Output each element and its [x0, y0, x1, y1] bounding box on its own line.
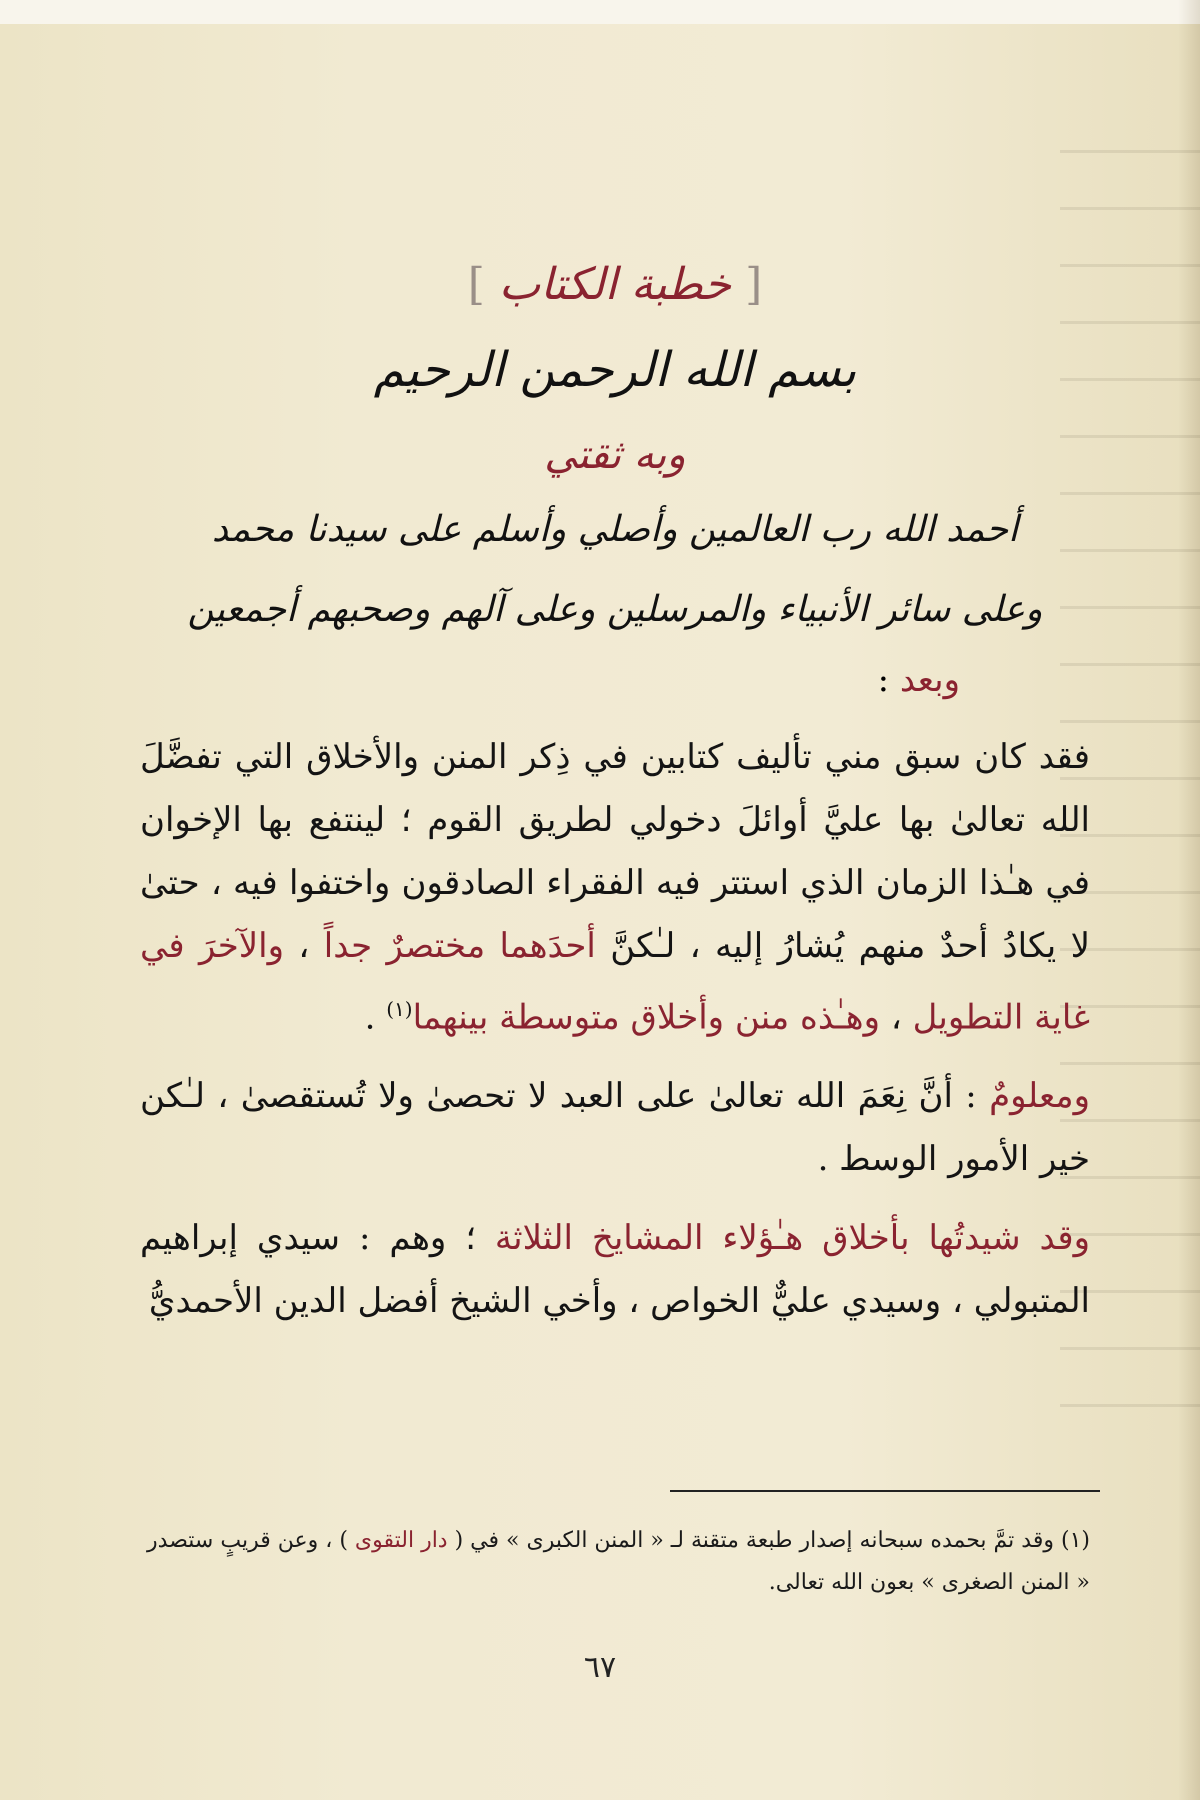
paragraph-3 [140, 1207, 1090, 1333]
paragraph-3-text: ؛ وهم : سيدي إبراهيم المتبولي ، وسيدي عليٌّ الخواص ، وأخي الشيخ أفضل الدين الأحمديُّ [140, 1218, 1090, 1322]
footnote-number: (١) [1060, 1528, 1090, 1553]
basmala: بسم الله الرحمن الرحيم [373, 342, 857, 398]
paragraph-2-lead: ومعلومٌ [989, 1076, 1090, 1117]
paragraph-2 [140, 1065, 1090, 1191]
footnote-marker: (١) [386, 997, 413, 1021]
heading-bracket-close: ] [467, 259, 485, 310]
transition [140, 650, 960, 710]
invocation: وبه ثقتي [544, 432, 686, 478]
paragraph-1 [140, 726, 1090, 1049]
main-text [140, 250, 1090, 1333]
paragraph-1-highlight-3: وهـٰذه منن وأخلاق متوسطة بينهما [412, 997, 881, 1038]
praise-line-1: أحمد الله رب العالمين وأصلي وأسلم على سيدنا محمد [211, 509, 1019, 550]
footnote [140, 1520, 1090, 1604]
praise-line-2: وعلى سائر الأنبياء والمرسلين وعلى آلهم وصحبهم أجمعين [187, 589, 1043, 630]
footnote-divider-line [670, 1490, 1100, 1492]
chapter-heading [140, 250, 1090, 320]
heading-title: خطبة الكتاب [498, 259, 732, 310]
page-number: ٦٧ [583, 1650, 617, 1685]
paragraph-1-text-g: . [364, 997, 387, 1038]
heading-bracket-open: [ [745, 259, 763, 310]
transition-colon: : [877, 660, 890, 700]
footnote-publisher: دار التقوى [354, 1528, 448, 1553]
transition-word: وبعد [899, 660, 960, 700]
paragraph-1-text-a: فقد كان سبق مني تأليف كتابين في ذِكر المنن والأخلاق التي تفضَّلَ الله تعالىٰ بها عليَّ أوائلَ دخولي لطريق القوم ؛ لينتفع بها الإخوان في هـٰذا الزمان الذي استتر فيه الفقراء الصادقون واختفوا فيه ، حتىٰ لا يكادُ أحدٌ منهم يُشارُ إليه ، لـٰكنَّ [140, 737, 1090, 966]
footnote-text-a: وقد تمَّ بحمده سبحانه إصدار طبعة متقنة لـ « المنن الكبرى » في ( [447, 1528, 1054, 1553]
paragraph-1-text-e: ، [880, 997, 913, 1038]
paragraph-1-highlight-1: أحدَهما مختصرٌ جداً [323, 926, 596, 966]
footnote-text-b: ) ، وعن قريبٍ ستصدر « المنن الصغرى » بعون الله تعالى. [147, 1528, 1090, 1595]
page-top-edge [0, 0, 1200, 24]
paragraph-3-lead: وقد شيدتُها بأخلاق هـٰؤلاء المشايخ الثلاثة [494, 1218, 1091, 1259]
paragraph-1-text-c: ، [284, 926, 324, 966]
paragraph-2-text: : أنَّ نِعَمَ الله تعالىٰ على العبد لا تحصىٰ ولا تُستقصىٰ ، لـٰكن خير الأمور الوسط . [140, 1076, 1090, 1180]
paragraph-1-highlight-2: والآخرَ في غاية التطويل [140, 926, 1090, 1038]
